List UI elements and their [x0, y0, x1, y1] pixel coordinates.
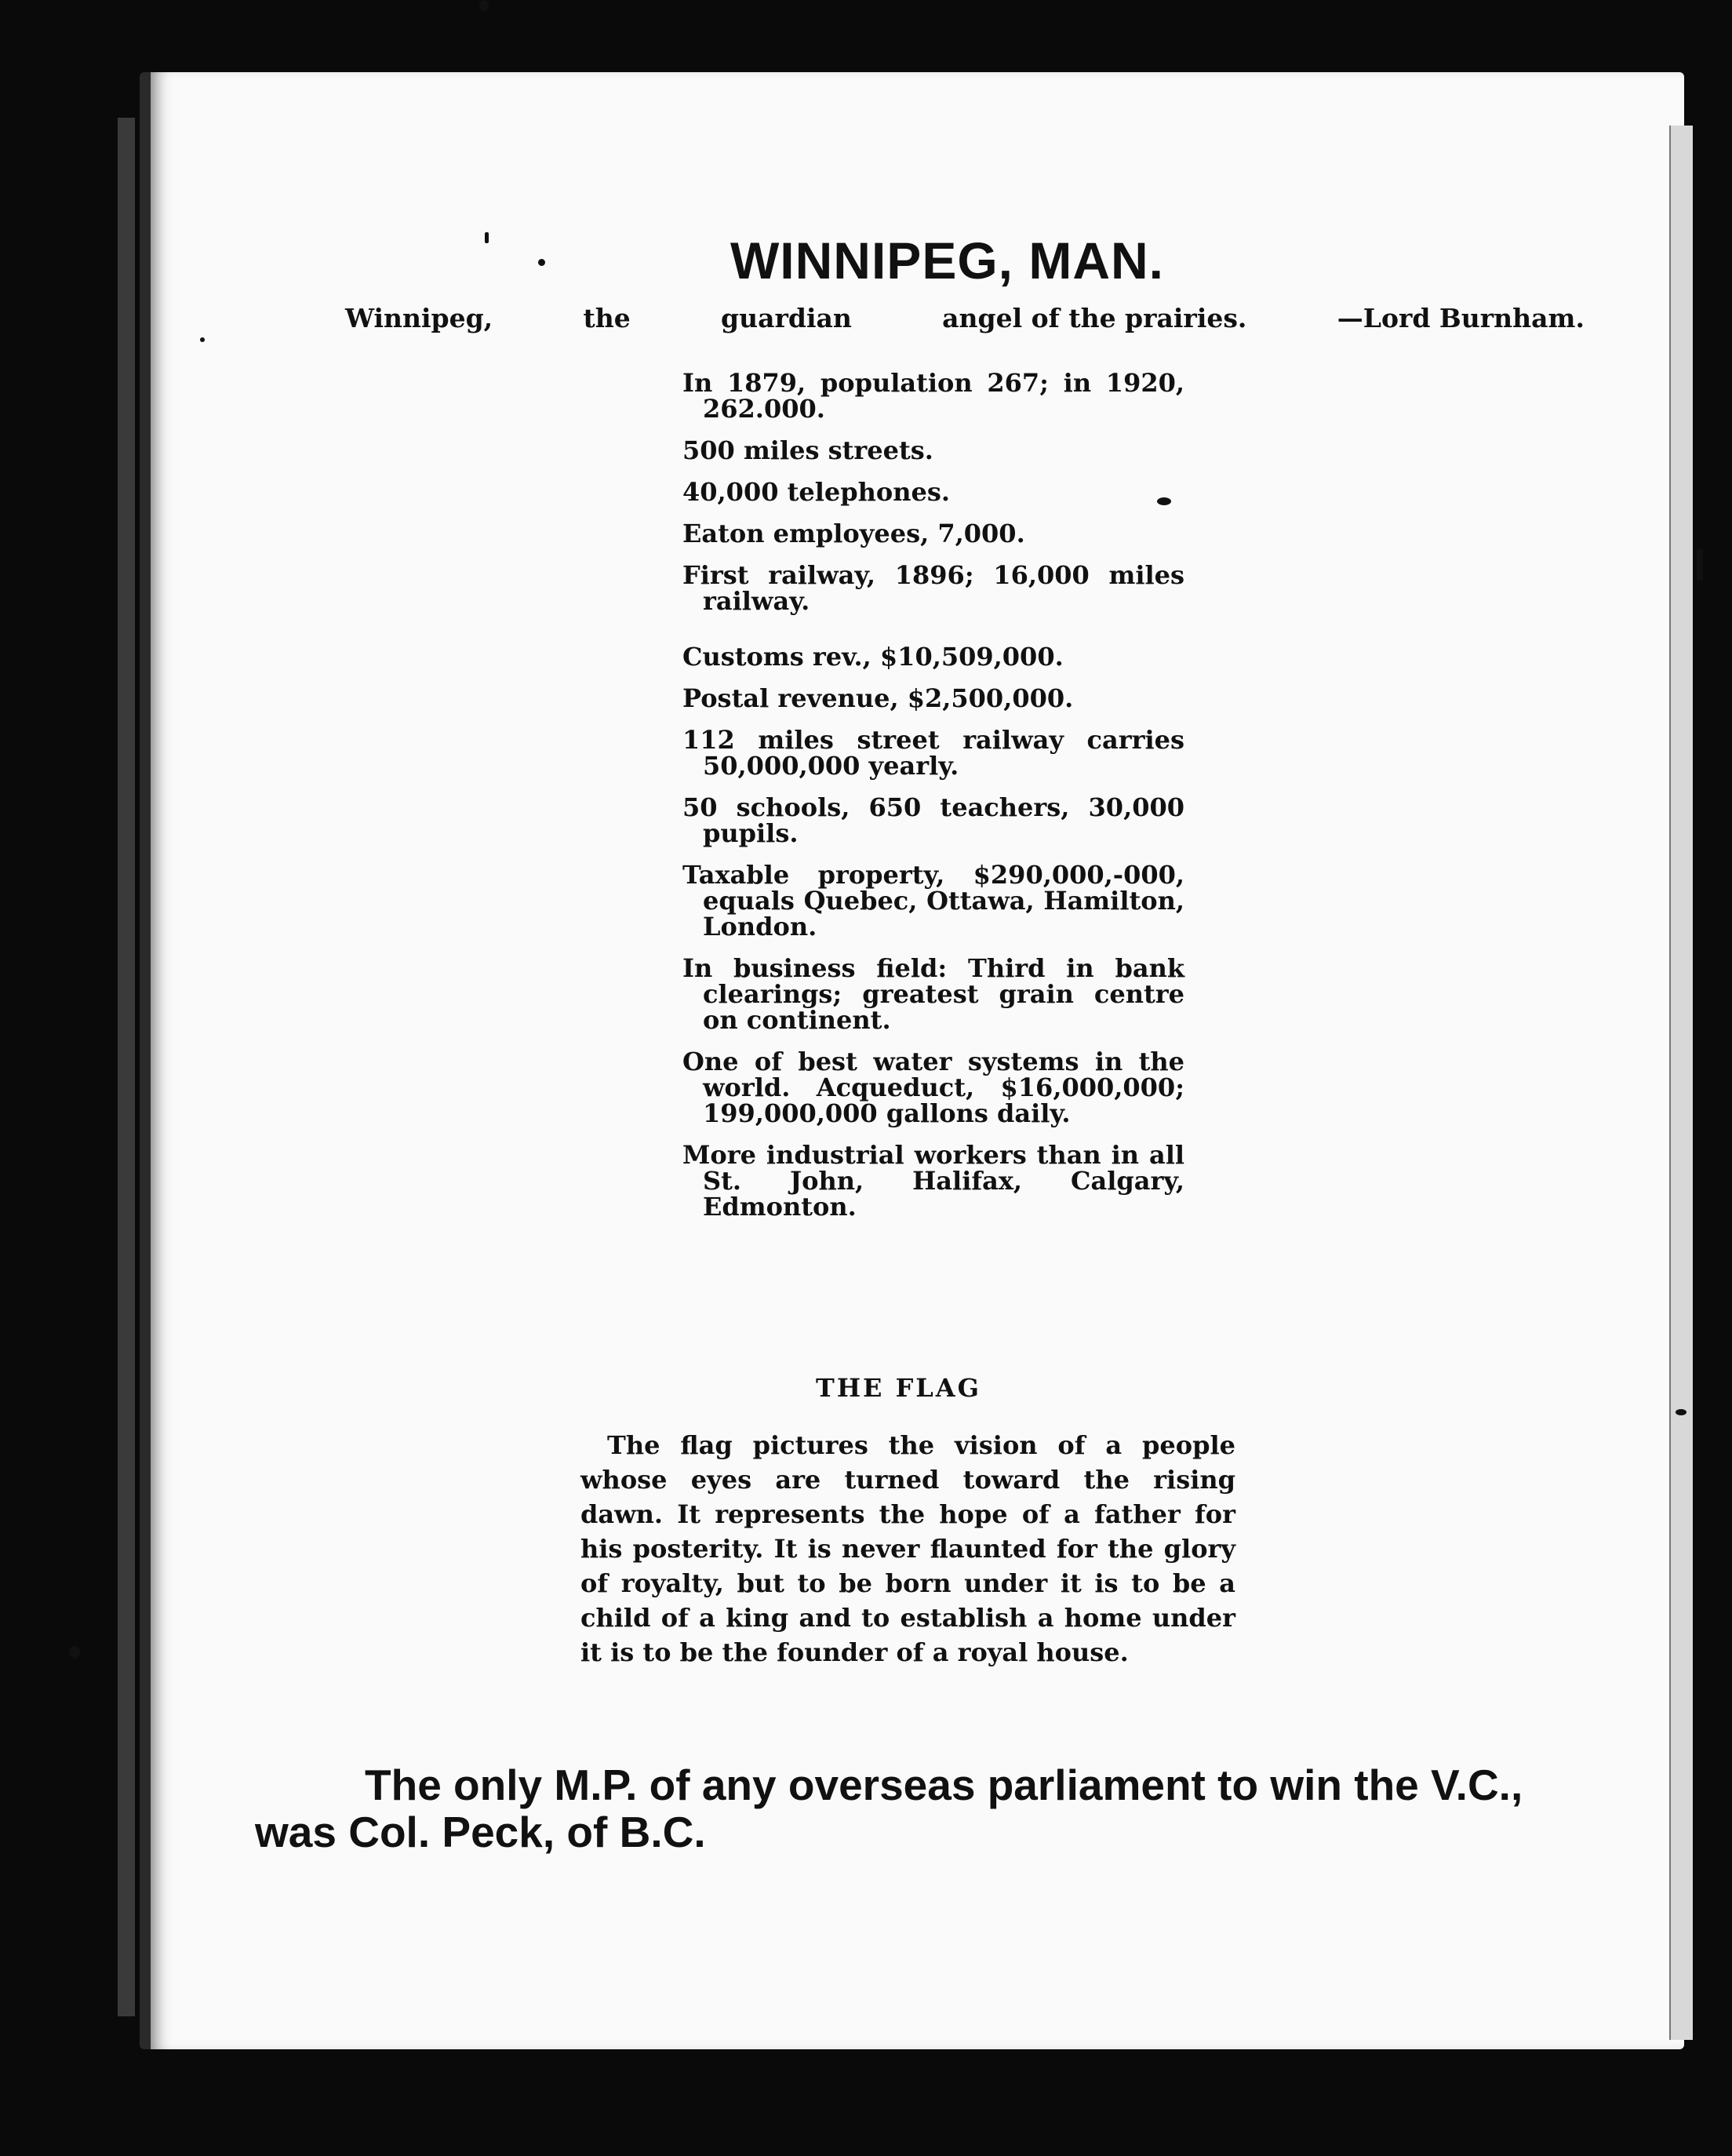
- ink-speck: [479, 0, 489, 11]
- ink-speck: [538, 259, 545, 266]
- footer-note: The only M.P. of any overseas parliament to win the V.C., was Col. Peck, of B.C.: [255, 1761, 1523, 1856]
- ink-speck: [1157, 497, 1171, 505]
- fact-item: Eaton employees, 7,000.: [682, 519, 1025, 548]
- fact-item: 50 schools, 650 teachers, 30,000 pupils.: [682, 792, 1184, 848]
- ink-speck: [1676, 1409, 1687, 1415]
- fact-item: Taxable property, $290,000,-000, equals Quebec, Ottawa, Hamilton, London.: [682, 860, 1184, 941]
- fact-item: Customs rev., $10,509,000.: [682, 642, 1064, 672]
- ink-speck: [485, 232, 489, 243]
- fact-item: One of best water systems in the world. Acqueduct, $16,000,000; 199,000,000 gallons daily.: [682, 1047, 1184, 1128]
- fact-item: Postal revenue, $2,500,000.: [682, 683, 1074, 713]
- facts-list: [682, 370, 1184, 1236]
- epigraph-word: the: [583, 303, 631, 333]
- ink-speck: [200, 337, 205, 342]
- ink-speck: [1697, 549, 1703, 581]
- fact-item: More industrial workers than in all St. John, Halifax, Calgary, Edmonton.: [682, 1140, 1184, 1222]
- fact-item: 500 miles streets.: [682, 435, 933, 465]
- flag-paragraph: The flag pictures the vision of a people whose eyes are turned toward the rising dawn. It represents the hope of a father for his posterity. It is never flaunted for the glory of royalty, but to be born under it is to be a child of a king and to establish a home under it is to be the founder of a royal house.: [580, 1430, 1235, 1667]
- fact-item: In business field: Third in bank clearings; greatest grain centre on continent.: [682, 953, 1184, 1035]
- epigraph-attribution: —Lord Burnham.: [1337, 303, 1585, 333]
- page-title: WINNIPEG, MAN.: [730, 231, 1164, 290]
- book-spine: [118, 118, 135, 2016]
- ink-speck: [69, 1646, 80, 1659]
- epigraph-word: angel of the prairies.: [942, 303, 1247, 333]
- page-edge: [1669, 126, 1693, 2040]
- fact-item: 112 miles street railway carries 50,000,000 yearly.: [682, 725, 1184, 781]
- fact-item: First railway, 1896; 16,000 miles railway.: [682, 560, 1184, 616]
- fact-item: In 1879, population 267; in 1920, 262.000.: [682, 368, 1184, 424]
- epigraph-word: Winnipeg,: [345, 303, 493, 333]
- epigraph-word: guardian: [721, 303, 852, 333]
- fact-item: 40,000 telephones.: [682, 477, 951, 507]
- section-heading: THE FLAG: [816, 1373, 981, 1403]
- epigraph: [345, 303, 1585, 333]
